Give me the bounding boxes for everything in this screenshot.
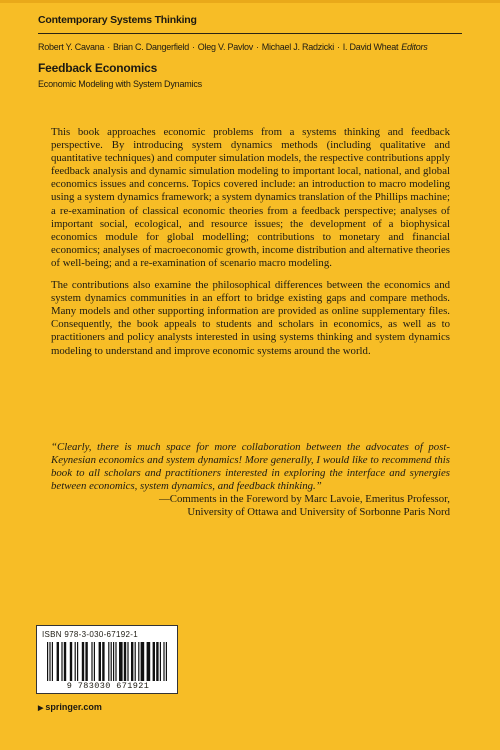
quote-text: “Clearly, there is much space for more collaboration between the advocates of post-Keynesian economics and system dynamics! More generally, I would like to recommend this book to all scholars and practitioners interested in exploring the interface and synergies between economics, system dynamics, and feedback thinking.”	[51, 441, 450, 493]
barcode-bar	[138, 642, 139, 682]
barcode-bars	[47, 642, 167, 682]
publisher-link[interactable]	[38, 702, 102, 712]
quote-attribution: —Comments in the Foreword by Marc Lavoie, Emeritus Professor,	[158, 493, 450, 506]
editor-name: Oleg V. Pavlov	[197, 42, 253, 52]
barcode-bar	[61, 642, 62, 682]
barcode-bar	[147, 642, 151, 682]
barcode-bar	[156, 642, 158, 682]
editors-role: Editors	[401, 42, 428, 52]
barcode-bar	[166, 642, 167, 682]
editor-name: Robert Y. Cavana	[38, 42, 105, 52]
editor-name: Michael J. Radzicki	[261, 42, 334, 52]
editor-separator: ·	[255, 42, 259, 52]
barcode-bar	[131, 642, 133, 682]
barcode-bar	[127, 642, 128, 682]
publisher-url: springer.com	[45, 702, 102, 712]
barcode-bar	[64, 642, 66, 682]
barcode-bar	[70, 642, 72, 682]
header-divider	[38, 33, 462, 34]
editor-separator: ·	[192, 42, 195, 52]
isbn-barcode	[36, 625, 178, 694]
book-title: Feedback Economics	[38, 61, 158, 75]
barcode-bar	[49, 642, 50, 682]
barcode-bar	[135, 642, 136, 682]
isbn-label: ISBN 978-3-030-67192-1	[42, 630, 138, 639]
editor-name: I. David Wheat	[342, 42, 399, 52]
description-paragraph: The contributions also examine the philosophical differences between the economics and system dynamics communities in an effort to bridge existing gaps and compare methods. Many models and other supporting information are provided as online supplementary files. Consequently, the book appeals to students and scholars in economics, as well as to practitioners and policy analysts interested in using systems thinking and system dynamics modeling to understand and improve economic systems around the world.	[51, 279, 450, 357]
barcode-bar	[108, 642, 109, 682]
barcode-bar	[153, 642, 155, 682]
series-title: Contemporary Systems Thinking	[38, 14, 197, 26]
editor-name: Brian C. Dangerfield	[112, 42, 190, 52]
editor-separator: ·	[107, 42, 110, 52]
book-subtitle: Economic Modeling with System Dynamics	[38, 79, 202, 89]
barcode-bar	[77, 642, 78, 682]
quote-attribution-affiliation: University of Ottawa and University of Sorbonne Paris Nord	[187, 506, 450, 519]
top-edge-band	[0, 0, 500, 3]
editors-line	[38, 42, 478, 52]
description-paragraph: This book approaches economic problems from a systems thinking and feedback perspective. By introducing system dynamics methods (including qualitative and quantitative techniques) and computer simulation models, the respective contributions apply feedback analysis and dynamic simulation modeling to important local, national, and global economics issues and concerns. Topics covered include: an introduction to macro modeling using a system dynamics framework; a system dynamics translation of the Phillips machine; a re-examination of classical economic theories from a feedback perspective; analyses of important social, ecological, and resource issues; the development of a biophysical economics module for global modelling; contributions to monetary and financial economics; analyses of macroeconomic growth, income distribution and alternative theories of well-being; and a re-examination of scenario macro modeling.	[51, 126, 450, 269]
barcode-bar	[160, 642, 161, 682]
foreword-quote	[51, 441, 450, 520]
barcode-bar	[47, 642, 48, 682]
barcode-bar	[111, 642, 112, 682]
barcode-bar	[119, 642, 123, 682]
barcode-bar	[91, 642, 92, 682]
barcode-bar	[141, 642, 145, 682]
barcode-bar	[75, 642, 76, 682]
barcode-bar	[99, 642, 101, 682]
barcode-bar	[102, 642, 104, 682]
barcode-bar	[163, 642, 164, 682]
barcode-bar	[52, 642, 53, 682]
barcode-bar	[94, 642, 95, 682]
barcode-bar	[113, 642, 114, 682]
barcode-bar	[57, 642, 59, 682]
editor-separator: ·	[337, 42, 340, 52]
barcode-bar	[124, 642, 126, 682]
barcode-bar	[82, 642, 84, 682]
book-description	[51, 126, 450, 367]
barcode-bar	[85, 642, 87, 682]
triangle-right-icon: ▶	[38, 705, 44, 712]
barcode-digits: 9 783030 671921	[43, 681, 173, 691]
barcode-bar	[115, 642, 116, 682]
